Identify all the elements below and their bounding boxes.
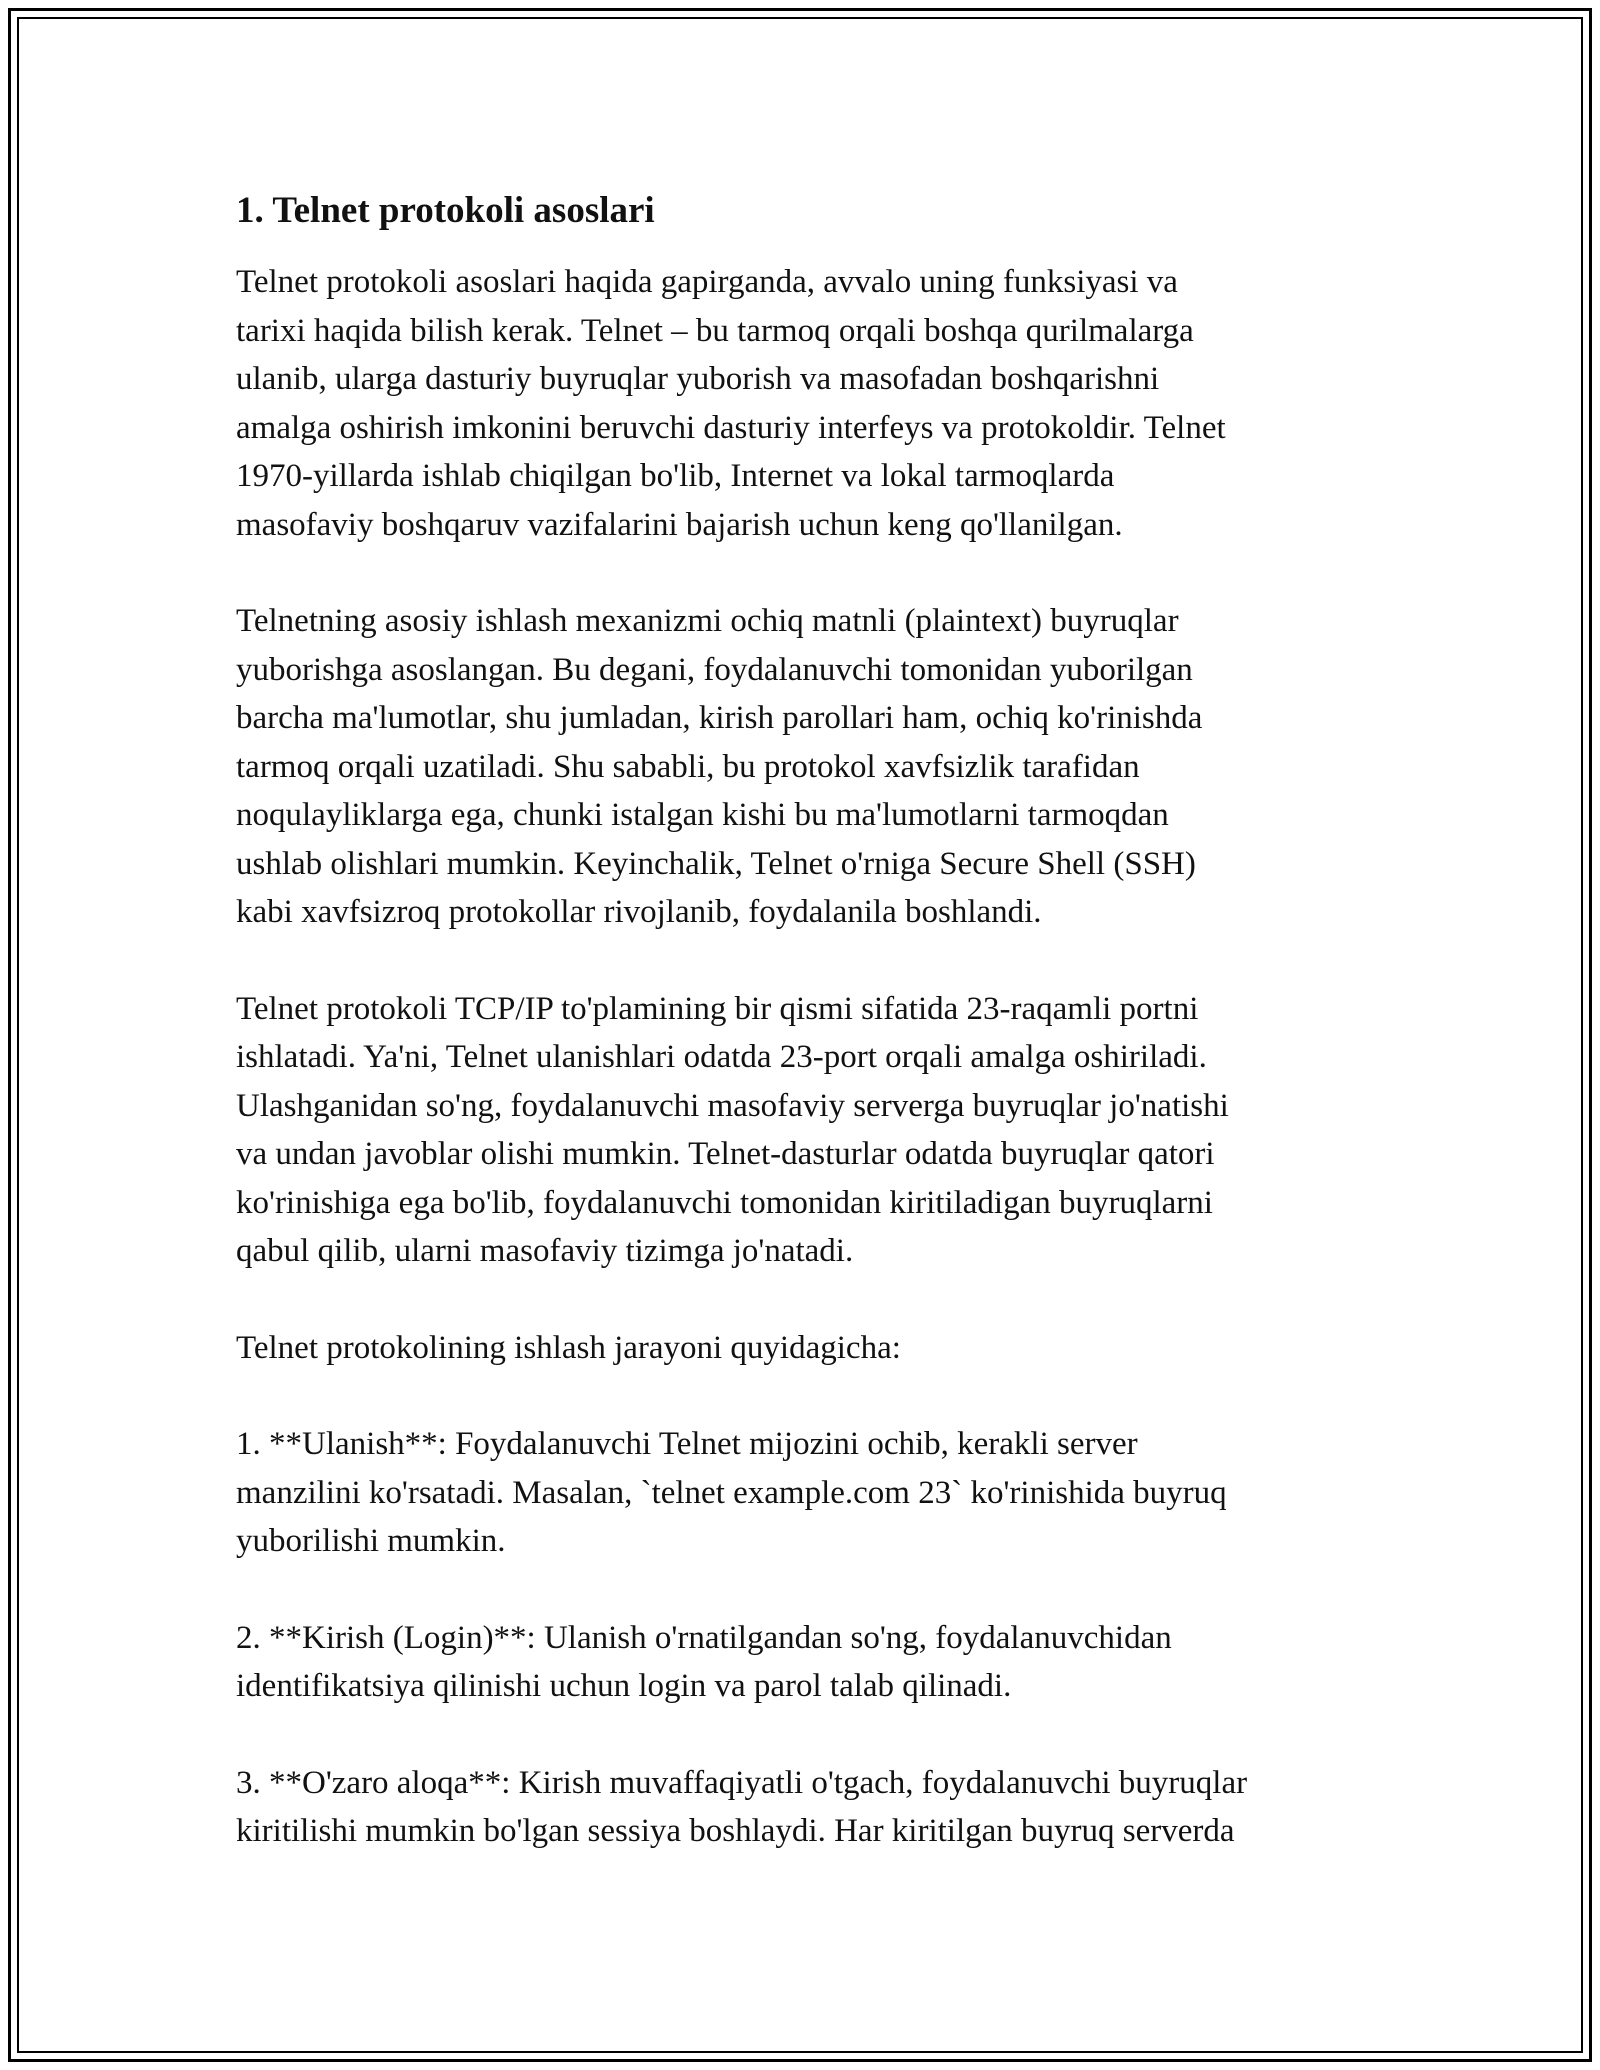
text-line: ulanib, ularga dasturiy buyruqlar yuborish va masofadan boshqarishni bbox=[236, 361, 1160, 397]
paragraph-intro bbox=[236, 258, 1386, 549]
text-line: 3. **O'zaro aloqa**: Kirish muvaffaqiyatli o'tgach, foydalanuvchi buyruqlar bbox=[236, 1764, 1248, 1801]
text-line: amalga oshirish imkonini beruvchi dasturiy interfeys va protokoldir. Telnet bbox=[236, 409, 1226, 446]
list-item-connect bbox=[236, 1420, 1386, 1566]
text-line: ishlatadi. Ya'ni, Telnet ulanishlari odatda 23-port orqali amalga oshiriladi. bbox=[236, 1039, 1207, 1075]
list-item-login bbox=[236, 1614, 1386, 1711]
paragraph-process-intro bbox=[236, 1324, 1386, 1373]
text-line: Telnet protokoli TCP/IP to'plamining bir qismi sifatida 23-raqamli portni bbox=[236, 990, 1199, 1027]
text-line: va undan javoblar olishi mumkin. Telnet-dasturlar odatda buyruqlar qatori bbox=[236, 1136, 1215, 1172]
list-item-interaction bbox=[236, 1759, 1386, 1856]
text-line: tarmoq orqali uzatiladi. Shu sababli, bu protokol xavfsizlik tarafidan bbox=[236, 748, 1140, 785]
text-line: kabi xavfsizroq protokollar rivojlanib, foydalanila boshlandi. bbox=[236, 894, 1042, 930]
text-line: noqulayliklarga ega, chunki istalgan kishi bu ma'lumotlarni tarmoqdan bbox=[236, 797, 1169, 833]
section-heading: 1. Telnet protokoli asoslari bbox=[236, 190, 655, 231]
text-line: 1. **Ulanish**: Foydalanuvchi Telnet mijozini ochib, kerakli server bbox=[236, 1426, 1138, 1462]
paragraph-mechanism bbox=[236, 597, 1386, 937]
text-line: yuborishga asoslangan. Bu degani, foydalanuvchi tomonidan yuborilgan bbox=[236, 651, 1193, 688]
text-line: Telnetning asosiy ishlash mexanizmi ochiq matnli (plaintext) buyruqlar bbox=[236, 603, 1179, 639]
text-line: manzilini ko'rsatadi. Masalan, `telnet example.com 23` ko'rinishida buyruq bbox=[236, 1474, 1227, 1511]
paragraph-port bbox=[236, 985, 1386, 1276]
text-line: 1970-yillarda ishlab chiqilgan bo'lib, Internet va lokal tarmoqlarda bbox=[236, 458, 1115, 494]
text-line: ko'rinishiga ega bo'lib, foydalanuvchi tomonidan kiritiladigan buyruqlarni bbox=[236, 1184, 1213, 1221]
text-line: qabul qilib, ularni masofaviy tizimga jo'natadi. bbox=[236, 1233, 854, 1269]
text-line: tarixi haqida bilish kerak. Telnet – bu tarmoq orqali boshqa qurilmalarga bbox=[236, 312, 1194, 349]
text-line: identifikatsiya qilinishi uchun login va parol talab qilinadi. bbox=[236, 1668, 1012, 1704]
text-line: Telnet protokolining ishlash jarayoni quyidagicha: bbox=[236, 1329, 901, 1366]
text-line: yuborilishi mumkin. bbox=[236, 1523, 506, 1559]
document-body bbox=[236, 186, 1386, 1904]
text-line: barcha ma'lumotlar, shu jumladan, kirish parollari ham, ochiq ko'rinishda bbox=[236, 700, 1203, 736]
text-line: Ulashganidan so'ng, foydalanuvchi masofaviy serverga buyruqlar jo'natishi bbox=[236, 1087, 1229, 1124]
text-line: Telnet protokoli asoslari haqida gapirganda, avvalo uning funksiyasi va bbox=[236, 264, 1178, 300]
text-line: 2. **Kirish (Login)**: Ulanish o'rnatilgandan so'ng, foydalanuvchidan bbox=[236, 1619, 1172, 1656]
text-line: kiritilishi mumkin bo'lgan sessiya boshlaydi. Har kiritilgan buyruq serverda bbox=[236, 1813, 1235, 1849]
text-line: ushlab olishlari mumkin. Keyinchalik, Telnet o'rniga Secure Shell (SSH) bbox=[236, 845, 1196, 882]
text-line: masofaviy boshqaruv vazifalarini bajarish uchun keng qo'llanilgan. bbox=[236, 506, 1123, 543]
